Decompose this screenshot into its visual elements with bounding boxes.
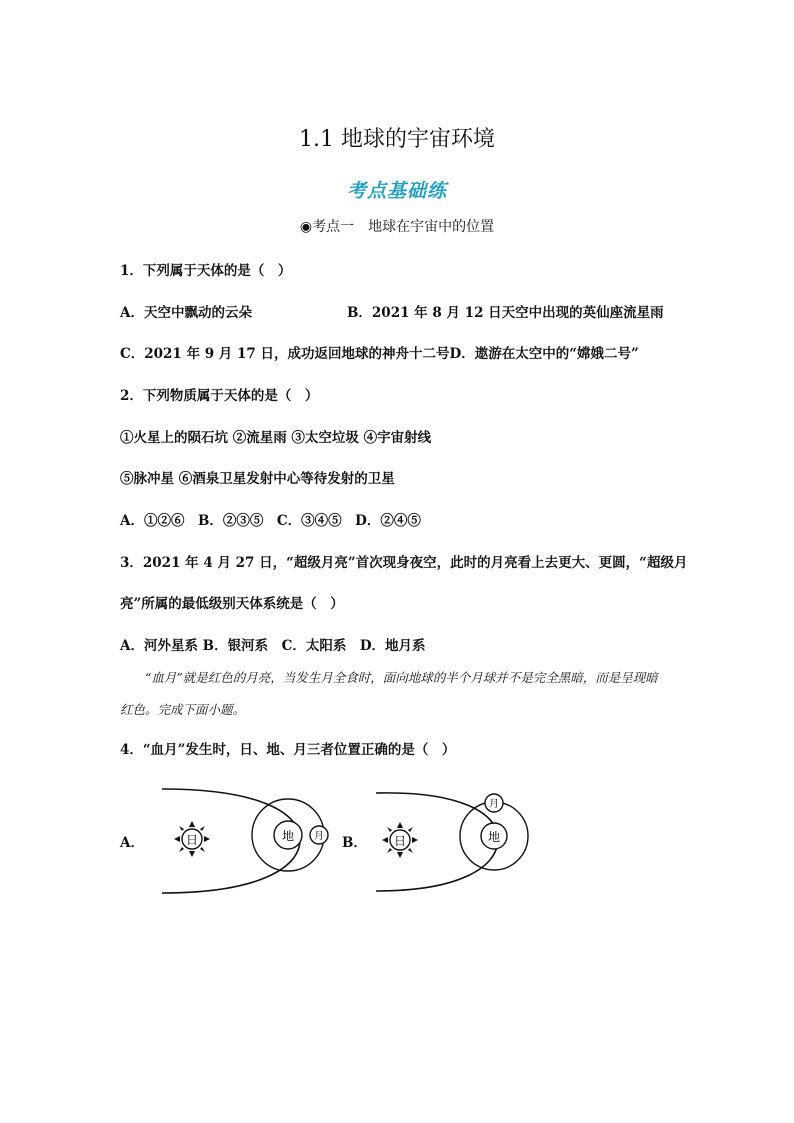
subsection-heading: ◉考点一 地球在宇宙中的位置 [299, 219, 495, 235]
diagram-a-label: A． [120, 835, 144, 851]
earth-label: 地 [487, 830, 501, 844]
question-2-items-1: ①火星上的陨石坑 ②流星雨 ③太空垃圾 ④宇宙射线 [120, 430, 432, 446]
reading-passage: “血月”就是红色的月亮，当发生月全食时，面向地球的半个月球并不是完全黑暗，而是呈现暗红色。完成下面小题。 [120, 670, 658, 717]
question-3-stem-line-2: 亮”所属的最低级别天体系统是（ ） [120, 596, 344, 612]
question-2-options: A．①②⑥ B．②③⑤ C．③④⑤ D．②④⑤ [120, 513, 421, 529]
diagram-a-sun-earth-moon [140, 783, 340, 898]
question-1-stem: 1．下列属于天体的是（ ） [120, 263, 292, 279]
page-title: 1.1 地球的宇宙环境 [299, 127, 495, 152]
question-3-stem-line-1: 3．2021 年 4 月 27 日，“超级月亮”首次现身夜空，此时的月亮看上去更大、更圆，“超级月 [120, 555, 688, 571]
diagram-b-label: B． [342, 835, 367, 851]
question-3-options: A．河外星系 B．银河系 C．太阳系 D．地月系 [120, 638, 426, 654]
diagram-b-sun-earth-moon [360, 783, 560, 898]
question-1-option-cd: C．2021 年 9 月 17 日，成功返回地球的神舟十二号D．遨游在太空中的“嫦娥二号” [120, 346, 639, 362]
question-2-stem: 2．下列物质属于天体的是（ ） [120, 388, 319, 404]
question-4-stem: 4．“血月”发生时，日、地、月三者位置正确的是（ ） [120, 742, 456, 758]
sun-label: 日 [393, 834, 407, 848]
question-2-items-2: ⑤脉冲星 ⑥酒泉卫星发射中心等待发射的卫星 [120, 471, 395, 487]
sun-label: 日 [185, 833, 199, 847]
section-heading: 考点基础练 [346, 180, 447, 202]
earth-label: 地 [281, 829, 295, 843]
moon-label: 月 [314, 831, 324, 842]
question-1-option-a: A．天空中飘动的云朵 [120, 305, 252, 321]
question-1-option-b: B．2021 年 8 月 12 日天空中出现的英仙座流星雨 [347, 305, 664, 321]
moon-label: 月 [489, 799, 499, 810]
